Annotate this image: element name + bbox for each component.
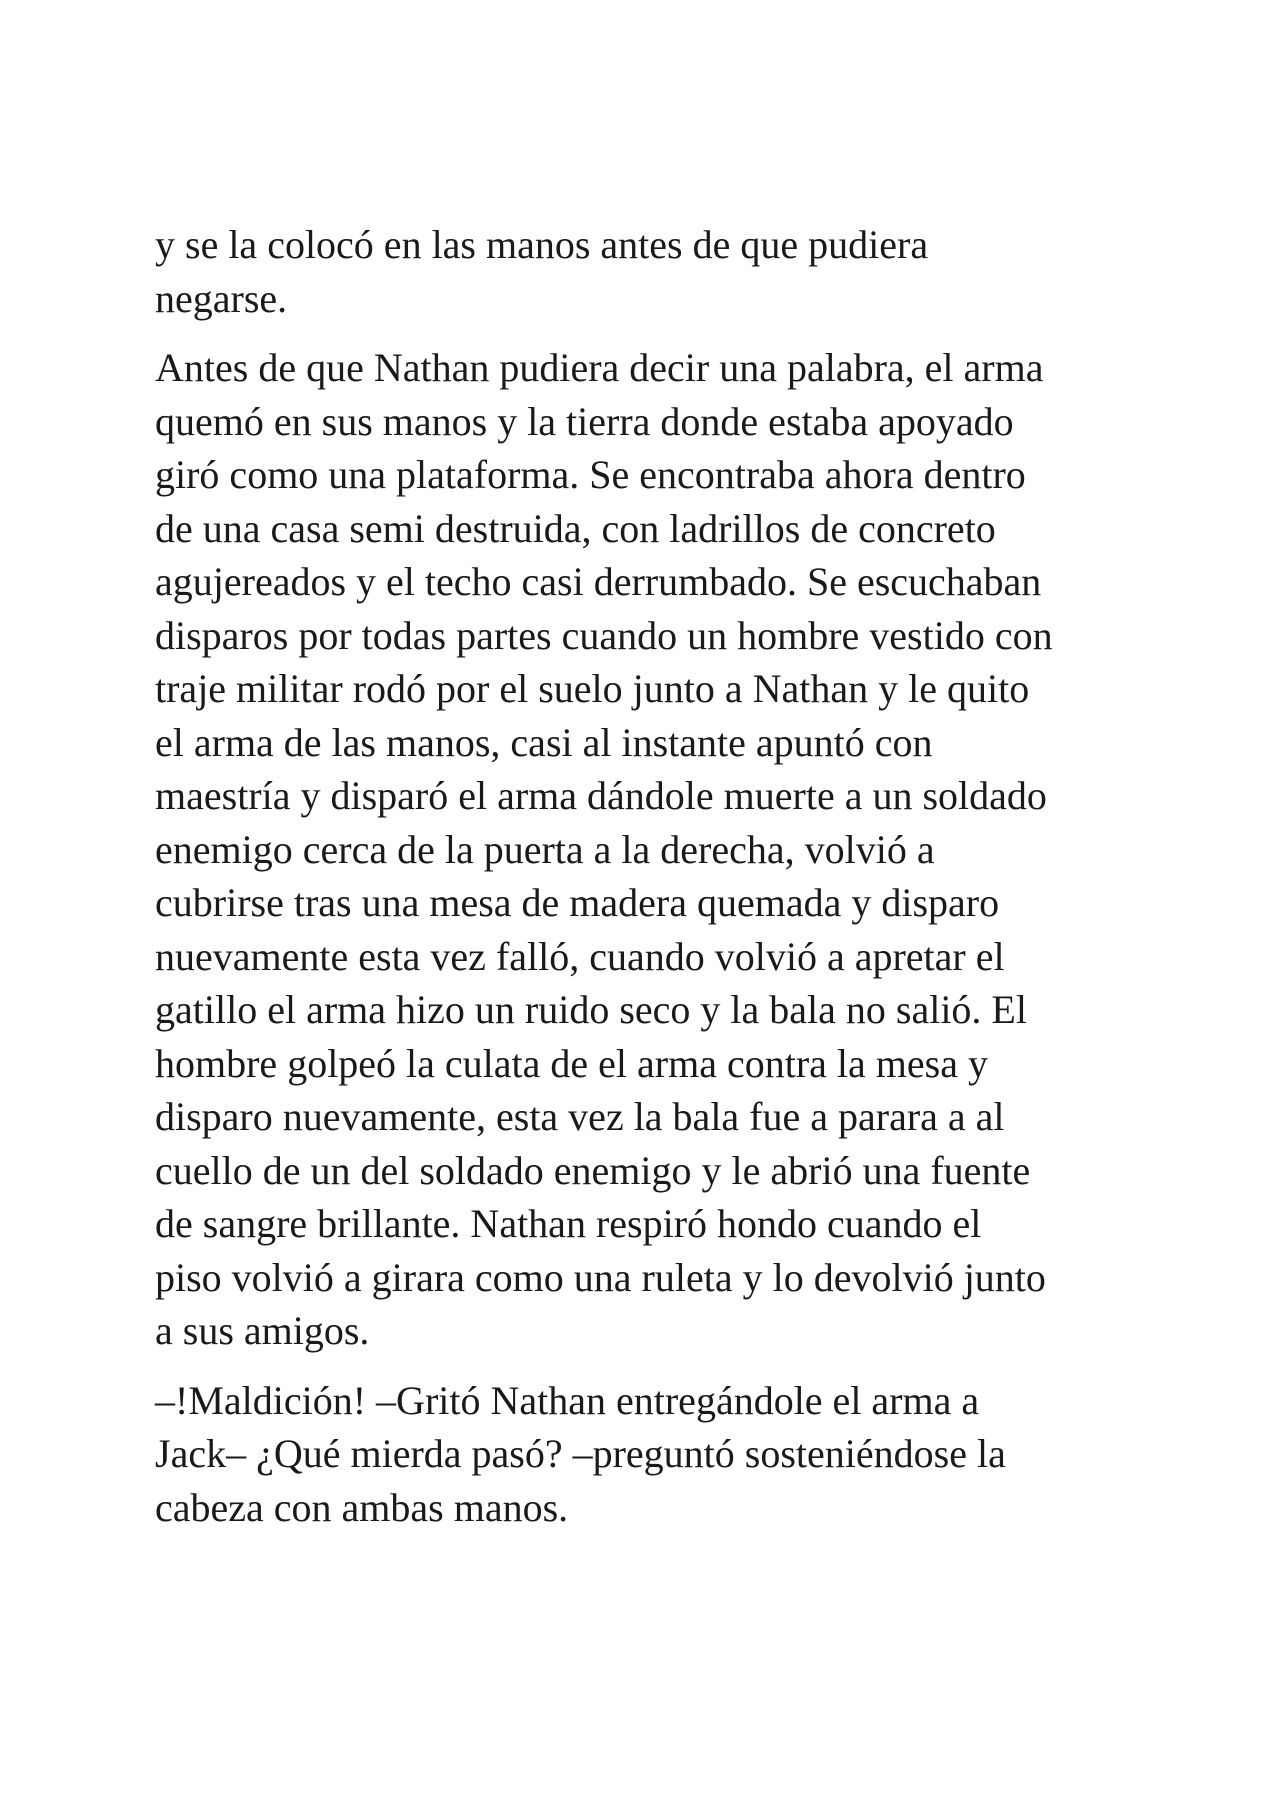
text-line: traje militar rodó por el suelo junto a Nathan y le quito: [155, 666, 1030, 711]
text-line: quemó en sus manos y la tierra donde estaba apoyado: [155, 398, 1014, 444]
text-line: maestría y disparó el arma dándole muerte a un soldado: [155, 773, 1047, 818]
text-line: disparo nuevamente, esta vez la bala fue a parara a al: [155, 1094, 1005, 1139]
text-line: enemigo cerca de la puerta a la derecha, volvió a: [155, 826, 935, 872]
text-line: cuello de un del soldado enemigo y le abrió una fuente: [155, 1147, 1031, 1193]
text-line: y se la colocó en las manos antes de que pudiera: [155, 222, 929, 267]
text-line: de sangre brillante. Nathan respiró hondo cuando el: [155, 1201, 982, 1246]
text-line: –!Maldición! –Gritó Nathan entregándole el arma a: [155, 1377, 980, 1423]
text-line: cubrirse tras una mesa de madera quemada y disparo: [155, 880, 1000, 925]
text-line: Jack– ¿Qué mierda pasó? –preguntó sosteniéndose la: [155, 1431, 1006, 1476]
paragraph-1: [155, 218, 1165, 325]
text-line: agujereados y el techo casi derrumbado. Se escuchaban: [155, 559, 1042, 604]
text-line: a sus amigos.: [155, 1308, 370, 1353]
text-line: el arma de las manos, casi al instante apuntó con: [155, 719, 933, 765]
text-line: Antes de que Nathan pudiera decir una palabra, el arma: [155, 345, 1044, 390]
body-text: [155, 218, 1165, 1550]
text-line: piso volvió a girara como una ruleta y lo devolvió junto: [155, 1254, 1046, 1300]
text-line: hombre golpeó la culata de el arma contra la mesa y: [155, 1040, 988, 1086]
text-line: cabeza con ambas manos.: [155, 1484, 569, 1530]
text-line: de una casa semi destruida, con ladrillos de concreto: [155, 505, 996, 551]
text-line: giró como una plataforma. Se encontraba ahora dentro: [155, 452, 1026, 497]
text-line: gatillo el arma hizo un ruido seco y la bala no salió. El: [155, 987, 1027, 1032]
paragraph-2: [155, 341, 1165, 1358]
text-line: negarse.: [155, 275, 288, 321]
text-line: nuevamente esta vez falló, cuando volvió a apretar el: [155, 933, 1005, 979]
text-line: disparos por todas partes cuando un hombre vestido con: [155, 612, 1053, 658]
paragraph-3: [155, 1374, 1165, 1535]
